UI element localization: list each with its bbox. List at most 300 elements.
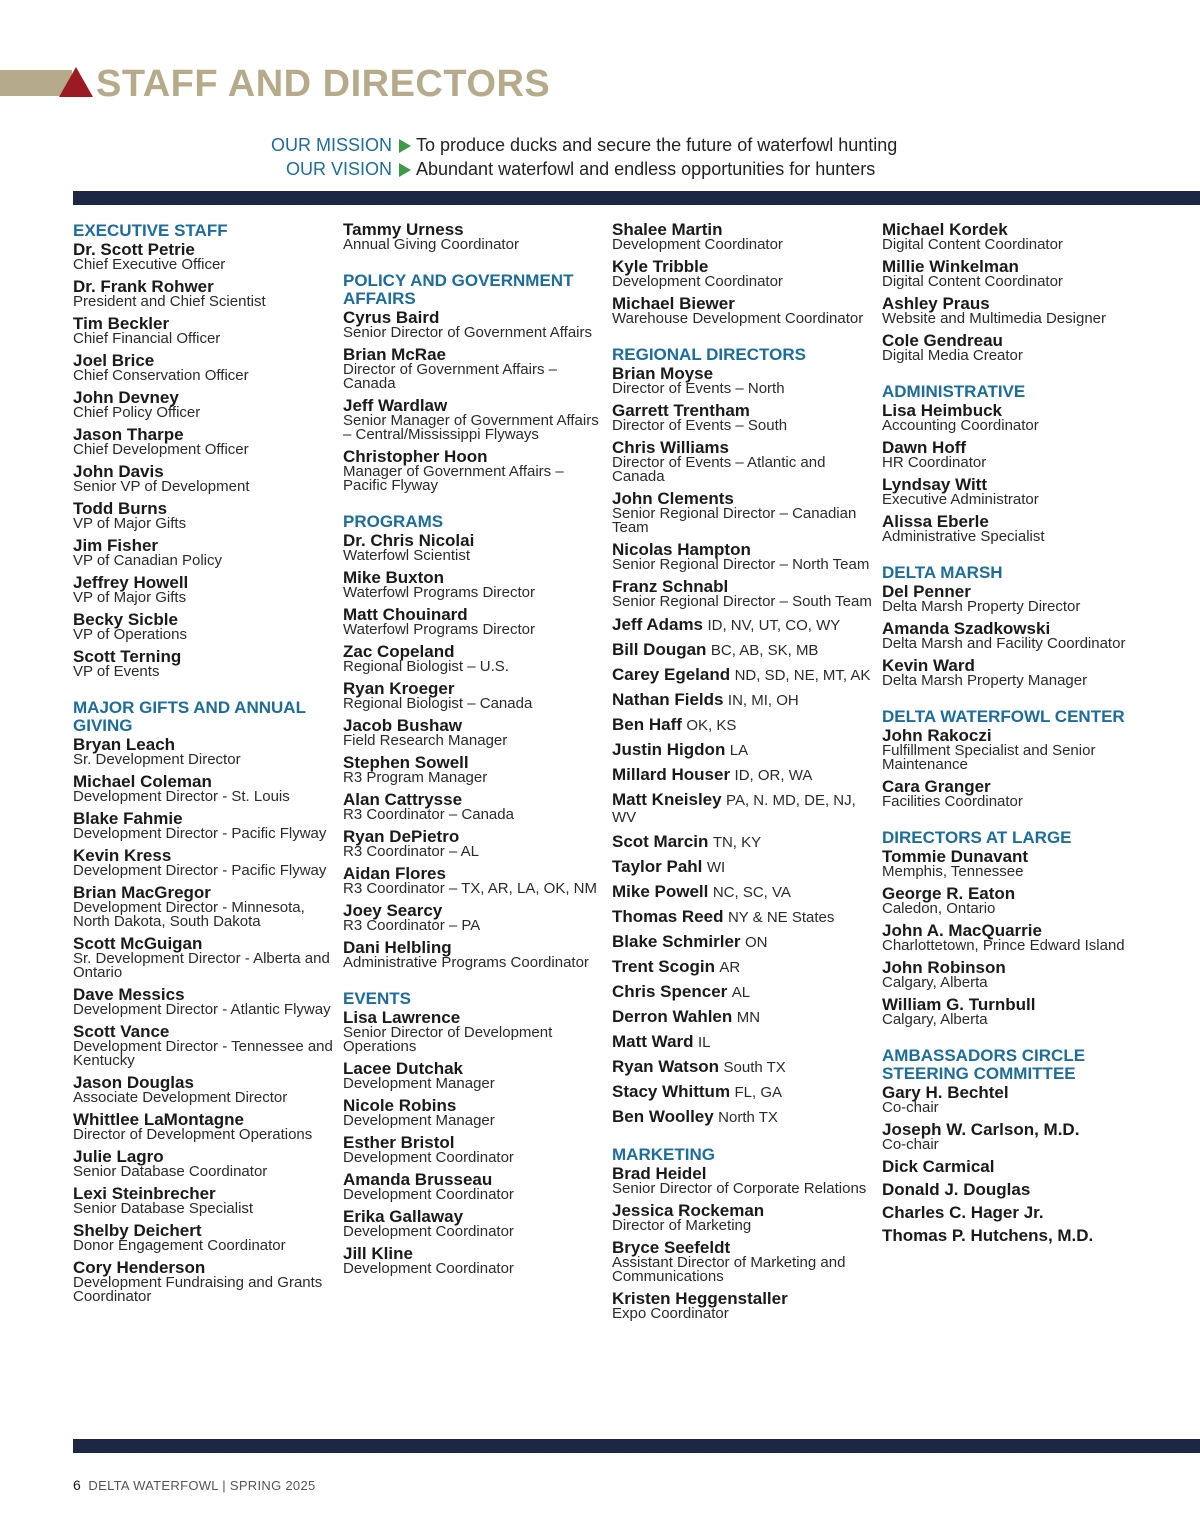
staff-entry: [73, 1149, 338, 1179]
staff-name: Julie Lagro: [73, 1147, 164, 1166]
play-arrow-icon: [399, 139, 411, 153]
staff-entry: [612, 666, 877, 684]
section-title: MAJOR GIFTS AND ANNUAL GIVING: [73, 698, 306, 735]
staff-name: Kristen Heggenstaller: [612, 1289, 788, 1308]
staff-entry: [612, 883, 877, 901]
staff-entry: [73, 1223, 338, 1253]
staff-region: PA, N. MD, DE, NJ, WV: [612, 792, 856, 826]
section-title: PROGRAMS: [343, 512, 444, 531]
staff-entry: [343, 903, 608, 933]
staff-name: Brian MacGregor: [73, 883, 211, 902]
staff-entry: [73, 936, 338, 980]
staff-title: Administrative Programs Coordinator: [343, 954, 589, 971]
staff-name: Jeff Wardlaw: [343, 396, 448, 415]
staff-region: NC, SC, VA: [712, 884, 791, 901]
staff-section: [343, 222, 608, 252]
staff-title: Website and Multimedia Designer: [882, 310, 1106, 327]
staff-title: Waterfowl Programs Director: [343, 621, 535, 638]
staff-entry: [612, 222, 877, 252]
staff-name: Cara Granger: [882, 777, 991, 796]
staff-entry: [343, 1172, 608, 1202]
staff-name: Erika Gallaway: [343, 1207, 464, 1226]
staff-region: BC, AB, SK, MB: [710, 642, 819, 659]
staff-region: LA: [729, 742, 749, 759]
staff-name: Matt Chouinard: [343, 605, 468, 624]
staff-name: Franz Schnabl: [612, 577, 729, 596]
staff-name: William G. Turnbull: [882, 995, 1036, 1014]
staff-name: Shalee Martin: [612, 220, 723, 239]
staff-title: VP of Major Gifts: [73, 515, 187, 532]
staff-entry: [882, 1205, 1147, 1221]
staff-entry: [343, 644, 608, 674]
staff-region: OK, KS: [686, 717, 737, 734]
staff-section: [343, 272, 608, 493]
staff-entry: [612, 791, 877, 826]
staff-name: Thomas P. Hutchens, M.D.: [882, 1226, 1094, 1245]
staff-entry: [73, 1024, 338, 1068]
staff-entry: [612, 716, 877, 734]
staff-section: [882, 222, 1147, 363]
staff-name: Matt Ward: [612, 1032, 694, 1051]
staff-title: Accounting Coordinator: [882, 417, 1039, 434]
staff-name: Jim Fisher: [73, 536, 159, 555]
staff-region: NY & NE States: [727, 909, 835, 926]
staff-name: Aidan Flores: [343, 864, 446, 883]
staff-region: IL: [697, 1034, 711, 1051]
staff-title: Director of Marketing: [612, 1217, 752, 1234]
staff-name: Kevin Ward: [882, 656, 975, 675]
staff-title: Charlottetown, Prince Edward Island: [882, 937, 1125, 954]
staff-entry: [882, 849, 1147, 879]
triangle-logo-icon: [58, 66, 94, 98]
staff-title: Digital Content Coordinator: [882, 273, 1063, 290]
staff-region: IN, MI, OH: [727, 692, 799, 709]
staff-entry: [343, 681, 608, 711]
staff-region: AL: [731, 984, 751, 1001]
staff-title: Development Manager: [343, 1112, 495, 1129]
top-divider-rule: [73, 191, 1200, 205]
staff-entry: [882, 296, 1147, 326]
staff-name: Nathan Fields: [612, 690, 724, 709]
staff-entry: [73, 427, 338, 457]
staff-name: Michael Kordek: [882, 220, 1008, 239]
section-title: AMBASSADORS CIRCLE STEERING COMMITTEE: [882, 1046, 1086, 1083]
staff-name: Kevin Kress: [73, 846, 172, 865]
staff-name: Tammy Urness: [343, 220, 464, 239]
staff-entry: [882, 584, 1147, 614]
staff-title: Senior VP of Development: [73, 478, 250, 495]
staff-region: North TX: [718, 1109, 778, 1126]
staff-entry: [612, 1033, 877, 1051]
staff-entry: [73, 279, 338, 309]
staff-title: Development Coordinator: [612, 273, 783, 290]
staff-name: John Rakoczi: [882, 726, 992, 745]
staff-title: President and Chief Scientist: [73, 293, 266, 310]
staff-title: Digital Content Coordinator: [882, 236, 1063, 253]
staff-entry: [73, 390, 338, 420]
staff-name: Jeffrey Howell: [73, 573, 189, 592]
staff-name: Jason Tharpe: [73, 425, 184, 444]
staff-entry: [343, 1246, 608, 1276]
staff-name: Donald J. Douglas: [882, 1180, 1031, 1199]
staff-region: ID, NV, UT, CO, WY: [707, 617, 841, 634]
staff-region: ON: [744, 934, 768, 951]
staff-title: Field Research Manager: [343, 732, 508, 749]
staff-name: Mike Powell: [612, 882, 709, 901]
staff-entry: [73, 612, 338, 642]
staff-name: Tommie Dunavant: [882, 847, 1029, 866]
staff-entry: [343, 533, 608, 563]
staff-title: Fulfillment Specialist and Senior Maintenance: [882, 742, 1096, 773]
staff-entry: [612, 741, 877, 759]
staff-entry: [73, 649, 338, 679]
staff-entry: [73, 316, 338, 346]
staff-entry: [343, 940, 608, 970]
staff-entry: [343, 792, 608, 822]
staff-name: Carey Egeland: [612, 665, 731, 684]
staff-name: Taylor Pahl: [612, 857, 703, 876]
staff-name: Bryan Leach: [73, 735, 176, 754]
staff-title: Director of Events – Atlantic and Canada: [612, 454, 826, 485]
staff-entry: [73, 737, 338, 767]
staff-region: ID, OR, WA: [734, 767, 813, 784]
section-title: DELTA WATERFOWL CENTER: [882, 707, 1125, 726]
staff-name: Dawn Hoff: [882, 438, 967, 457]
staff-title: Delta Marsh Property Director: [882, 598, 1081, 615]
staff-name: Lisa Lawrence: [343, 1008, 461, 1027]
staff-title: Director of Development Operations: [73, 1126, 313, 1143]
staff-title: Development Coordinator: [343, 1223, 514, 1240]
staff-name: Dani Helbling: [343, 938, 452, 957]
staff-region: ND, SD, NE, MT, AK: [734, 667, 871, 684]
staff-name: Garrett Trentham: [612, 401, 750, 420]
staff-title: Chief Financial Officer: [73, 330, 221, 347]
staff-name: Tim Beckler: [73, 314, 170, 333]
staff-name: Whittlee LaMontagne: [73, 1110, 244, 1129]
staff-title: Sr. Development Director: [73, 751, 241, 768]
staff-title: Memphis, Tennessee: [882, 863, 1024, 880]
staff-title: Administrative Specialist: [882, 528, 1045, 545]
mission-text: To produce ducks and secure the future of waterfowl hunting: [416, 135, 898, 155]
staff-name: Amanda Brusseau: [343, 1170, 493, 1189]
staff-entry: [612, 983, 877, 1001]
staff-title: R3 Coordinator – AL: [343, 843, 479, 860]
staff-entry: [612, 858, 877, 876]
staff-entry: [882, 728, 1147, 772]
staff-title: Senior Director of Corporate Relations: [612, 1180, 867, 1197]
staff-entry: [343, 449, 608, 493]
staff-name: Esther Bristol: [343, 1133, 455, 1152]
staff-name: Brad Heidel: [612, 1164, 707, 1183]
staff-name: Ben Woolley: [612, 1107, 714, 1126]
staff-entry: [612, 259, 877, 289]
staff-name: Blake Schmirler: [612, 932, 741, 951]
staff-title: R3 Coordinator – Canada: [343, 806, 514, 823]
staff-entry: [343, 829, 608, 859]
staff-name: Lexi Steinbrecher: [73, 1184, 216, 1203]
staff-entry: [343, 607, 608, 637]
staff-name: Matt Kneisley: [612, 790, 722, 809]
section-title: MARKETING: [612, 1145, 715, 1164]
staff-entry: [343, 1098, 608, 1128]
vision-text: Abundant waterfowl and endless opportunities for hunters: [416, 159, 876, 179]
staff-entry: [612, 579, 877, 609]
staff-name: Cory Henderson: [73, 1258, 206, 1277]
staff-region: AR: [719, 959, 741, 976]
page-footer: [73, 1477, 316, 1493]
staff-name: Jill Kline: [343, 1244, 413, 1263]
staff-title: Development Coordinator: [343, 1149, 514, 1166]
staff-name: Joel Brice: [73, 351, 155, 370]
staff-region: South TX: [723, 1059, 786, 1076]
staff-name: Scott Terning: [73, 647, 182, 666]
staff-region: TN, KY: [712, 834, 762, 851]
staff-name: Jacob Bushaw: [343, 716, 463, 735]
staff-name: Joseph W. Carlson, M.D.: [882, 1120, 1080, 1139]
staff-title: Development Manager: [343, 1075, 495, 1092]
staff-entry: [612, 1008, 877, 1026]
staff-title: Development Coordinator: [612, 236, 783, 253]
staff-entry: [73, 464, 338, 494]
section-title: DELTA MARSH: [882, 563, 1003, 582]
staff-entry: [612, 1083, 877, 1101]
staff-name: Becky Sicble: [73, 610, 178, 629]
staff-title: VP of Events: [73, 663, 160, 680]
staff-name: Ashley Praus: [882, 294, 990, 313]
staff-entry: [882, 477, 1147, 507]
staff-title: Senior Director of Development Operations: [343, 1024, 553, 1055]
section-title: EXECUTIVE STAFF: [73, 221, 228, 240]
staff-title: Senior Database Specialist: [73, 1200, 254, 1217]
staff-title: Development Coordinator: [343, 1260, 514, 1277]
staff-entry: [612, 366, 877, 396]
staff-title: Associate Development Director: [73, 1089, 288, 1106]
staff-entry: [343, 347, 608, 391]
staff-name: Shelby Deichert: [73, 1221, 202, 1240]
staff-entry: [612, 1108, 877, 1126]
staff-title: Director of Events – South: [612, 417, 788, 434]
staff-name: Todd Burns: [73, 499, 168, 518]
staff-title: Annual Giving Coordinator: [343, 236, 519, 253]
staff-entry: [882, 960, 1147, 990]
staff-title: R3 Coordinator – TX, AR, LA, OK, NM: [343, 880, 597, 897]
staff-entry: [612, 616, 877, 634]
staff-entry: [612, 958, 877, 976]
staff-entry: [73, 811, 338, 841]
staff-entry: [882, 886, 1147, 916]
staff-entry: [612, 933, 877, 951]
staff-name: Blake Fahmie: [73, 809, 183, 828]
staff-name: Brian Moyse: [612, 364, 714, 383]
staff-entry: [612, 691, 877, 709]
staff-title: Calgary, Alberta: [882, 974, 988, 991]
section-title: DIRECTORS AT LARGE: [882, 828, 1072, 847]
staff-title: VP of Major Gifts: [73, 589, 187, 606]
staff-entry: [73, 987, 338, 1017]
staff-title: Development Director - Minnesota, North Dakota, South Dakota: [73, 899, 305, 930]
staff-entry: [612, 440, 877, 484]
staff-entry: [612, 296, 877, 326]
staff-name: Alan Cattrysse: [343, 790, 463, 809]
staff-title: Co-chair: [882, 1136, 939, 1153]
staff-entry: [73, 242, 338, 272]
vision-label: OUR VISION: [285, 159, 392, 179]
staff-column-3: [612, 222, 877, 1341]
staff-title: Assistant Director of Marketing and Communications: [612, 1254, 846, 1285]
staff-title: Development Director - Tennessee and Kentucky: [73, 1038, 333, 1069]
staff-title: Donor Engagement Coordinator: [73, 1237, 286, 1254]
staff-title: HR Coordinator: [882, 454, 987, 471]
staff-name: Lisa Heimbuck: [882, 401, 1002, 420]
staff-title: Chief Executive Officer: [73, 256, 226, 273]
staff-name: Ryan Kroeger: [343, 679, 455, 698]
staff-title: Chief Policy Officer: [73, 404, 201, 421]
staff-name: Dr. Scott Petrie: [73, 240, 195, 259]
staff-title: Warehouse Development Coordinator: [612, 310, 864, 327]
staff-name: Michael Biewer: [612, 294, 735, 313]
staff-title: Development Fundraising and Grants Coordinator: [73, 1274, 323, 1305]
staff-entry: [612, 908, 877, 926]
staff-title: VP of Operations: [73, 626, 187, 643]
staff-name: Amanda Szadkowski: [882, 619, 1051, 638]
staff-section: [343, 513, 608, 970]
staff-section: [612, 346, 877, 1126]
staff-entry: [882, 1182, 1147, 1198]
staff-entry: [73, 1260, 338, 1304]
staff-name: Bryce Seefeldt: [612, 1238, 731, 1257]
staff-section: [882, 564, 1147, 688]
staff-entry: [882, 923, 1147, 953]
staff-title: Development Director - Pacific Flyway: [73, 862, 327, 879]
staff-title: R3 Coordinator – PA: [343, 917, 481, 934]
staff-entry: [73, 1186, 338, 1216]
staff-title: Caledon, Ontario: [882, 900, 996, 917]
staff-entry: [612, 403, 877, 433]
staff-entry: [882, 222, 1147, 252]
section-title: REGIONAL DIRECTORS: [612, 345, 806, 364]
staff-name: Zac Copeland: [343, 642, 455, 661]
staff-title: Waterfowl Scientist: [343, 547, 470, 564]
staff-entry: [882, 514, 1147, 544]
staff-entry: [343, 570, 608, 600]
staff-title: Chief Conservation Officer: [73, 367, 249, 384]
bottom-divider-rule: [73, 1439, 1200, 1453]
staff-entry: [882, 403, 1147, 433]
staff-name: Mike Buxton: [343, 568, 445, 587]
staff-entry: [612, 641, 877, 659]
staff-title: Facilities Coordinator: [882, 793, 1023, 810]
staff-title: Development Director - St. Louis: [73, 788, 290, 805]
staff-entry: [343, 866, 608, 896]
staff-section: [343, 990, 608, 1276]
staff-name: Joey Searcy: [343, 901, 443, 920]
page-number: 6: [73, 1477, 81, 1493]
staff-column-4: [882, 222, 1147, 1264]
staff-section: [882, 383, 1147, 544]
staff-entry: [343, 1010, 608, 1054]
staff-name: John A. MacQuarrie: [882, 921, 1042, 940]
staff-name: Scott Vance: [73, 1022, 170, 1041]
staff-entry: [612, 766, 877, 784]
staff-name: Michael Coleman: [73, 772, 212, 791]
staff-title: Calgary, Alberta: [882, 1011, 988, 1028]
staff-entry: [882, 658, 1147, 688]
staff-title: Director of Government Affairs – Canada: [343, 361, 557, 392]
staff-name: Kyle Tribble: [612, 257, 709, 276]
staff-title: Regional Biologist – U.S.: [343, 658, 509, 675]
staff-entry: [612, 833, 877, 851]
staff-name: Bill Dougan: [612, 640, 707, 659]
section-title: EVENTS: [343, 989, 412, 1008]
staff-name: Lyndsay Witt: [882, 475, 988, 494]
staff-name: Chris Spencer: [612, 982, 728, 1001]
staff-title: Expo Coordinator: [612, 1305, 729, 1322]
staff-name: Thomas Reed: [612, 907, 724, 926]
staff-name: Dr. Frank Rohwer: [73, 277, 214, 296]
staff-title: Senior Database Coordinator: [73, 1163, 268, 1180]
staff-entry: [343, 222, 608, 252]
staff-entry: [73, 538, 338, 568]
staff-name: Scott McGuigan: [73, 934, 203, 953]
staff-name: Millie Winkelman: [882, 257, 1019, 276]
staff-region: MN: [736, 1009, 761, 1026]
staff-title: R3 Program Manager: [343, 769, 488, 786]
staff-name: Ryan Watson: [612, 1057, 720, 1076]
staff-title: Sr. Development Director - Alberta and Ontario: [73, 950, 330, 981]
section-title: POLICY AND GOVERNMENT AFFAIRS: [343, 271, 574, 308]
staff-entry: [73, 848, 338, 878]
staff-name: John Clements: [612, 489, 734, 508]
staff-section: [882, 1047, 1147, 1244]
staff-name: Cole Gendreau: [882, 331, 1003, 350]
staff-title: Co-chair: [882, 1099, 939, 1116]
staff-entry: [343, 1061, 608, 1091]
staff-title: Waterfowl Programs Director: [343, 584, 535, 601]
staff-entry: [343, 310, 608, 340]
staff-title: Delta Marsh and Facility Coordinator: [882, 635, 1126, 652]
staff-section: [73, 699, 338, 1304]
staff-region: WI: [706, 859, 726, 876]
staff-entry: [882, 1159, 1147, 1175]
staff-title: Senior Director of Government Affairs: [343, 324, 592, 341]
staff-title: Senior Regional Director – Canadian Team: [612, 505, 857, 536]
staff-name: Jason Douglas: [73, 1073, 194, 1092]
staff-entry: [343, 755, 608, 785]
staff-entry: [882, 1085, 1147, 1115]
staff-title: Regional Biologist – Canada: [343, 695, 533, 712]
staff-name: John Davis: [73, 462, 164, 481]
staff-name: Derron Wahlen: [612, 1007, 733, 1026]
staff-name: Alissa Eberle: [882, 512, 989, 531]
staff-entry: [612, 491, 877, 535]
staff-entry: [612, 1203, 877, 1233]
play-arrow-icon: [399, 163, 411, 177]
staff-entry: [612, 1291, 877, 1321]
staff-section: [612, 1146, 877, 1321]
staff-entry: [612, 1058, 877, 1076]
staff-entry: [73, 1075, 338, 1105]
staff-title: Senior Manager of Government Affairs – Central/Mississippi Flyways: [343, 412, 599, 443]
staff-column-1: [73, 222, 338, 1324]
staff-name: Lacee Dutchak: [343, 1059, 463, 1078]
staff-name: John Robinson: [882, 958, 1006, 977]
staff-entry: [882, 1228, 1147, 1244]
staff-name: Justin Higdon: [612, 740, 726, 759]
staff-title: Development Director - Atlantic Flyway: [73, 1001, 331, 1018]
staff-name: Jessica Rockeman: [612, 1201, 765, 1220]
staff-region: FL, GA: [734, 1084, 783, 1101]
staff-entry: [882, 779, 1147, 809]
